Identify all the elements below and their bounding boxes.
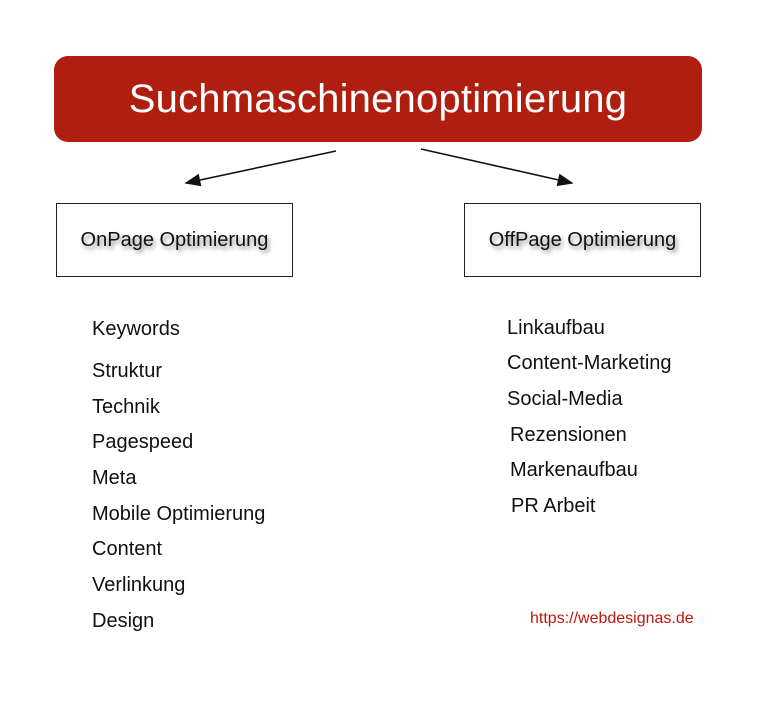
website-url[interactable]: https://webdesignas.de	[530, 610, 694, 627]
onpage-item: Content	[92, 538, 163, 560]
offpage-item: Content-Marketing	[507, 352, 672, 374]
arrow-left	[186, 151, 336, 183]
onpage-item: Meta	[92, 467, 137, 489]
onpage-item: Verlinkung	[92, 574, 186, 596]
arrow-right	[421, 149, 572, 183]
onpage-item: Pagespeed	[92, 431, 194, 453]
offpage-item: Social-Media	[507, 388, 623, 410]
onpage-box	[56, 203, 293, 277]
onpage-item: Mobile Optimierung	[92, 503, 266, 525]
onpage-item: Design	[92, 610, 155, 632]
offpage-box	[464, 203, 701, 277]
diagram-title: Suchmaschinenoptimierung	[128, 76, 628, 121]
offpage-item: Markenaufbau	[510, 459, 638, 481]
offpage-heading: OffPage Optimierung	[488, 228, 677, 251]
onpage-heading: OnPage Optimierung	[80, 228, 269, 251]
onpage-item: Struktur	[92, 360, 163, 382]
onpage-item: Keywords	[92, 318, 180, 340]
offpage-item: Rezensionen	[510, 424, 627, 446]
onpage-item: Technik	[92, 396, 160, 418]
offpage-item: Linkaufbau	[507, 317, 605, 339]
offpage-item: PR Arbeit	[511, 495, 596, 517]
